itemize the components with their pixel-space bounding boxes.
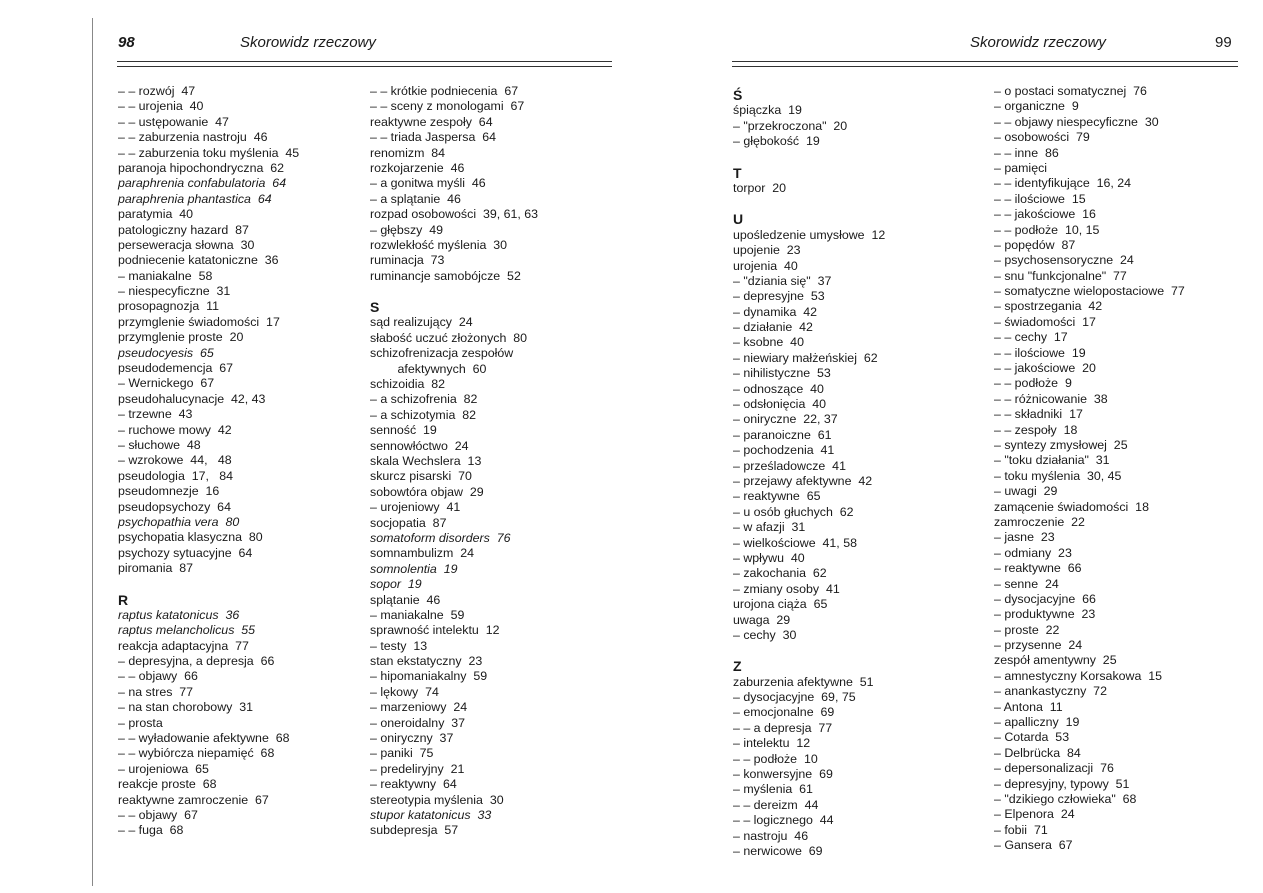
index-entry: – – sceny z monologami 67 (370, 99, 525, 114)
index-entry: zamącenie świadomości 18 (994, 499, 1149, 514)
index-entry: – emocjonalne 69 (733, 705, 835, 720)
index-entry: – nastroju 46 (733, 828, 809, 843)
index-entry: – wielkościowe 41, 58 (733, 535, 857, 550)
index-entry: reakcje proste 68 (118, 777, 217, 792)
index-entry: sennowłóctwo 24 (370, 438, 469, 453)
left-page-title: Skorowidz rzeczowy (240, 34, 376, 51)
index-entry: – snu "funkcjonalne" 77 (994, 268, 1127, 283)
index-entry: – fobii 71 (994, 822, 1048, 837)
index-entry: – – dereizm 44 (733, 797, 819, 812)
index-entry: – – jakościowe 16 (994, 207, 1096, 222)
right-page-title: Skorowidz rzeczowy (970, 34, 1106, 51)
index-entry: przymglenie świadomości 17 (118, 314, 280, 329)
index-entry: upośledzenie umysłowe 12 (733, 227, 886, 242)
index-entry: – przejawy afektywne 42 (733, 473, 873, 488)
index-entry: – o postaci somatycznej 76 (994, 84, 1147, 98)
index-entry: psychopatia klasyczna 80 (118, 530, 263, 545)
index-entry: urojona ciąża 65 (733, 597, 828, 612)
index-entry: zamroczenie 22 (994, 514, 1085, 529)
index-entry: – "dzikiego człowieka" 68 (994, 791, 1137, 806)
index-entry: stereotypia myślenia 30 (370, 792, 504, 807)
index-entry: – a splątanie 46 (370, 191, 461, 206)
index-entry: – prosta (118, 715, 163, 730)
index-entry: reakcja adaptacyjna 77 (118, 638, 249, 653)
index-entry: – oniryczne 22, 37 (733, 412, 838, 427)
index-entry: – – objawy niespecyficzne 30 (994, 114, 1159, 129)
index-entry: psychozy sytuacyjne 64 (118, 545, 253, 560)
right-page-column-2 (994, 84, 1185, 854)
index-entry: – reaktywny 64 (370, 777, 457, 792)
index-entry: pseudodemencja 67 (118, 361, 234, 376)
index-entry: słabość uczuć złożonych 80 (370, 330, 528, 345)
index-entry: – – objawy 67 (118, 807, 198, 822)
index-entry: – popędów 87 (994, 237, 1076, 252)
index-entry: – a schizofrenia 82 (370, 392, 478, 407)
left-header-rule-bottom (117, 66, 612, 67)
index-entry: – – wyładowanie afektywne 68 (118, 731, 290, 746)
index-entry: – wzrokowe 44, 48 (118, 453, 232, 468)
index-entry: – – logicznego 44 (733, 813, 834, 828)
index-entry: – – podłoże 9 (994, 376, 1072, 391)
index-entry: – trzewne 43 (118, 407, 193, 422)
index-entry: – – a depresja 77 (733, 720, 833, 735)
index-entry: – prześladowcze 41 (733, 458, 846, 473)
index-entry: – – ustępowanie 47 (118, 114, 229, 129)
index-entry: – paranoiczne 61 (733, 427, 832, 442)
index-entry: – dysocjacyjne 66 (994, 591, 1096, 606)
index-entry: somnolentia 19 (370, 561, 458, 576)
left-page-column-2 (370, 84, 538, 839)
index-entry: – maniakalne 58 (118, 268, 213, 283)
index-entry: – odnoszące 40 (733, 381, 824, 396)
index-letter-heading: U (733, 211, 744, 228)
index-entry: – – składniki 17 (994, 407, 1083, 422)
right-page-number: 99 (1215, 34, 1232, 51)
index-entry: somatoform disorders 76 (370, 530, 511, 545)
index-entry: raptus melancholicus 55 (118, 623, 256, 638)
index-entry: piromania 87 (118, 561, 194, 576)
index-entry: senność 19 (370, 423, 437, 438)
index-entry: – – jakościowe 20 (994, 361, 1096, 376)
section-gap (370, 284, 538, 296)
index-entry: urojenia 40 (733, 258, 798, 273)
index-entry: socjopatia 87 (370, 515, 447, 530)
index-entry: zespół amentywny 25 (994, 653, 1117, 668)
index-entry: – – krótkie podniecenia 67 (370, 84, 519, 98)
index-entry: stan ekstatyczny 23 (370, 654, 483, 669)
index-entry: – głębszy 49 (370, 222, 444, 237)
index-entry: patologiczny hazard 87 (118, 222, 249, 237)
index-entry: – jasne 23 (994, 530, 1055, 545)
index-entry: afektywnych 60 (370, 361, 487, 376)
index-entry: – reaktywne 65 (733, 489, 821, 504)
index-entry: – – zespoły 18 (994, 422, 1078, 437)
index-entry: – – urojenia 40 (118, 99, 204, 114)
index-entry: – – ilościowe 19 (994, 345, 1086, 360)
index-entry: – – triada Jaspersa 64 (370, 130, 497, 145)
index-entry: – organiczne 9 (994, 99, 1079, 114)
right-header-rule-top (732, 61, 1238, 62)
index-entry: – reaktywne 66 (994, 561, 1082, 576)
index-entry: – cechy 30 (733, 627, 797, 642)
index-entry: raptus katatonicus 36 (118, 607, 240, 622)
index-entry: – odmiany 23 (994, 545, 1072, 560)
index-entry: – senne 24 (994, 576, 1059, 591)
index-entry: – "przekroczona" 20 (733, 118, 848, 133)
index-entry: sprawność intelektu 12 (370, 623, 500, 638)
index-entry: – nerwicowe 69 (733, 843, 823, 858)
index-entry: – depresyjna, a depresja 66 (118, 654, 275, 669)
index-entry: – – inne 86 (994, 145, 1059, 160)
index-entry: – amnestyczny Korsakowa 15 (994, 668, 1163, 683)
index-entry: – świadomości 17 (994, 314, 1096, 329)
index-entry: – ruchowe mowy 42 (118, 422, 232, 437)
index-entry: przymglenie proste 20 (118, 330, 244, 345)
page-gutter-line (92, 18, 93, 886)
index-entry: – Gansera 67 (994, 838, 1073, 853)
index-entry: – – podłoże 10, 15 (994, 222, 1100, 237)
index-entry: – na stres 77 (118, 684, 194, 699)
index-entry: – uwagi 29 (994, 484, 1058, 499)
index-entry: – – ilościowe 15 (994, 191, 1086, 206)
index-entry: – Antona 11 (994, 699, 1063, 714)
index-entry: schizoidia 82 (370, 377, 446, 392)
index-entry: – słuchowe 48 (118, 437, 201, 452)
index-entry: – marzeniowy 24 (370, 700, 468, 715)
index-entry: zaburzenia afektywne 51 (733, 674, 874, 689)
index-entry: uwaga 29 (733, 612, 791, 627)
index-entry: schizofrenizacja zespołów (370, 346, 514, 361)
index-entry: – spostrzegania 42 (994, 299, 1103, 314)
index-entry: prosopagnozja 11 (118, 299, 220, 314)
index-entry: – a gonitwa myśli 46 (370, 176, 486, 191)
index-entry: – – objawy 66 (118, 669, 198, 684)
index-entry: paratymia 40 (118, 207, 194, 222)
index-entry: splątanie 46 (370, 592, 441, 607)
section-gap (118, 577, 299, 589)
index-entry: – zakochania 62 (733, 566, 827, 581)
index-entry: sąd realizujący 24 (370, 315, 473, 330)
index-entry: – Cotarda 53 (994, 730, 1070, 745)
index-letter-heading: Z (733, 658, 742, 675)
index-entry: skurcz pisarski 70 (370, 469, 472, 484)
index-entry: – odsłonięcia 40 (733, 397, 826, 412)
index-entry: podniecenie katatoniczne 36 (118, 253, 279, 268)
index-entry: – pochodzenia 41 (733, 443, 835, 458)
index-entry: – osobowości 79 (994, 130, 1090, 145)
index-entry: reaktywne zamroczenie 67 (118, 792, 269, 807)
left-header-rule-top (117, 61, 612, 62)
index-entry: – niespecyficzne 31 (118, 284, 231, 299)
index-entry: – oneroidalny 37 (370, 715, 466, 730)
index-letter-heading: S (370, 299, 380, 316)
index-entry: – – wybiórcza niepamięć 68 (118, 746, 275, 761)
index-entry: – syntezy zmysłowej 25 (994, 437, 1128, 452)
index-entry: pseudopsychozy 64 (118, 499, 231, 514)
index-entry: sopor 19 (370, 577, 422, 592)
index-entry: rozwlekłość myślenia 30 (370, 237, 508, 252)
index-entry: – depresyjny, typowy 51 (994, 776, 1130, 791)
index-entry: – na stan chorobowy 31 (118, 700, 254, 715)
index-entry: – u osób głuchych 62 (733, 504, 854, 519)
index-entry: – – zaburzenia nastroju 46 (118, 130, 268, 145)
left-page-column-1 (118, 84, 299, 839)
index-entry: – wpływu 40 (733, 550, 805, 565)
index-entry: – w afazji 31 (733, 520, 806, 535)
index-entry: – urojeniowy 41 (370, 500, 461, 515)
index-entry: – Elpenora 24 (994, 807, 1075, 822)
index-entry: – dysocjacyjne 69, 75 (733, 690, 856, 705)
index-letter-heading: R (118, 591, 129, 608)
index-entry: – hipomaniakalny 59 (370, 669, 488, 684)
index-entry: ruminacja 73 (370, 253, 445, 268)
index-entry: pseudocyesis 65 (118, 345, 214, 360)
section-gap (733, 196, 885, 208)
index-entry: – głębokość 19 (733, 134, 820, 149)
index-entry: – anankastyczny 72 (994, 684, 1107, 699)
index-entry: – działanie 42 (733, 320, 813, 335)
index-entry: – proste 22 (994, 622, 1060, 637)
index-entry: – nihilistyczne 53 (733, 366, 831, 381)
index-entry: – lękowy 74 (370, 684, 439, 699)
index-entry: – intelektu 12 (733, 736, 811, 751)
index-entry: sobowtóra objaw 29 (370, 484, 484, 499)
index-entry: – dynamika 42 (733, 304, 818, 319)
index-entry: – ksobne 40 (733, 335, 804, 350)
section-gap (733, 150, 885, 162)
index-entry: stupor katatonicus 33 (370, 807, 492, 822)
index-entry: – – cechy 17 (994, 330, 1068, 345)
section-gap (733, 643, 885, 655)
index-entry: – depersonalizacji 76 (994, 761, 1114, 776)
index-entry: subdepresja 57 (370, 823, 459, 838)
index-entry: – – zaburzenia toku myślenia 45 (118, 145, 300, 160)
right-header-rule-bottom (732, 66, 1238, 67)
index-entry: – maniakalne 59 (370, 607, 465, 622)
index-entry: – psychosensoryczne 24 (994, 253, 1134, 268)
left-page-number: 98 (118, 34, 135, 51)
index-entry: – oniryczny 37 (370, 731, 454, 746)
index-entry: – produktywne 23 (994, 607, 1096, 622)
index-entry: pseudohalucynacje 42, 43 (118, 391, 266, 406)
index-entry: – niewiary małżeńskiej 62 (733, 350, 878, 365)
index-entry: – – rozwój 47 (118, 84, 196, 98)
index-entry: – predeliryjny 21 (370, 761, 465, 776)
index-entry: torpor 20 (733, 180, 787, 195)
index-entry: pseudologia 17, 84 (118, 468, 234, 483)
index-entry: – pamięci (994, 160, 1048, 175)
index-entry: – Delbrücka 84 (994, 745, 1081, 760)
index-entry: – testy 13 (370, 638, 428, 653)
index-entry: renomizm 84 (370, 145, 446, 160)
index-entry: – – identyfikujące 16, 24 (994, 176, 1132, 191)
index-entry: – przysenne 24 (994, 638, 1083, 653)
index-letter-heading: T (733, 164, 742, 181)
index-entry: – myślenia 61 (733, 782, 813, 797)
index-entry: reaktywne zespoły 64 (370, 114, 493, 129)
index-entry: – – fuga 68 (118, 823, 184, 838)
index-entry: skala Wechslera 13 (370, 453, 482, 468)
index-entry: psychopathia vera 80 (118, 514, 240, 529)
right-page-column-1 (733, 84, 885, 859)
index-entry: – somatyczne wielopostaciowe 77 (994, 284, 1185, 299)
index-entry: upojenie 23 (733, 243, 801, 258)
index-entry: pseudomnezje 16 (118, 484, 220, 499)
index-entry: ruminancje samobójcze 52 (370, 268, 521, 283)
index-entry: – – różnicowanie 38 (994, 391, 1108, 406)
index-entry: śpiączka 19 (733, 103, 802, 118)
index-entry: – urojeniowa 65 (118, 761, 209, 776)
index-entry: – Wernickego 67 (118, 376, 215, 391)
index-entry: – toku myślenia 30, 45 (994, 468, 1122, 483)
index-entry: paraphrenia confabulatoria 64 (118, 176, 287, 191)
index-entry: – depresyjne 53 (733, 289, 825, 304)
index-letter-heading: Ś (733, 87, 743, 103)
index-entry: – – podłoże 10 (733, 751, 818, 766)
index-entry: rozpad osobowości 39, 61, 63 (370, 207, 539, 222)
index-entry: – konwersyjne 69 (733, 767, 833, 782)
index-entry: – "dziania się" 37 (733, 273, 832, 288)
index-entry: somnambulizm 24 (370, 546, 474, 561)
index-entry: – paniki 75 (370, 746, 434, 761)
index-entry: – "toku działania" 31 (994, 453, 1110, 468)
index-entry: – apalliczny 19 (994, 715, 1080, 730)
index-entry: rozkojarzenie 46 (370, 160, 465, 175)
index-entry: perseweracja słowna 30 (118, 237, 255, 252)
index-entry: paranoja hipochondryczna 62 (118, 160, 285, 175)
index-entry: paraphrenia phantastica 64 (118, 191, 272, 206)
index-entry: – a schizotymia 82 (370, 407, 477, 422)
index-entry: – zmiany osoby 41 (733, 581, 840, 596)
